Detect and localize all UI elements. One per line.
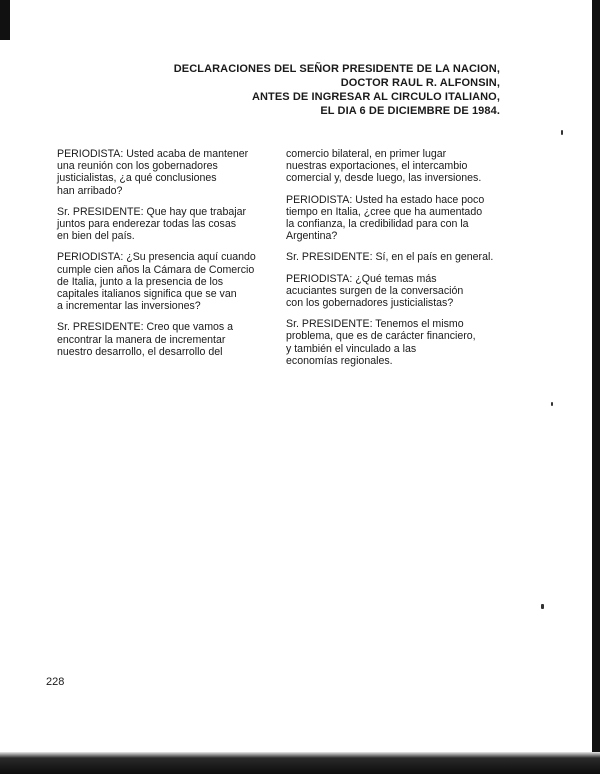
document-title — [140, 62, 500, 118]
scan-speck — [541, 604, 544, 609]
scan-speck — [561, 130, 563, 135]
paragraph: Sr. PRESIDENTE: Tenemos el mismo problema, que es de carácter financiero, y también el vinculado a las economías regionales. — [286, 318, 476, 367]
page-number: 228 — [46, 676, 65, 688]
scan-border-top-left — [0, 0, 10, 40]
paragraph: comercio bilateral, en primer lugar nuestras exportaciones, el intercambio comercial y, desde luego, las inversiones. — [286, 148, 482, 185]
title-line: ANTES DE INGRESAR AL CIRCULO ITALIANO, — [251, 91, 500, 103]
paragraph: PERIODISTA: Usted ha estado hace poco tiempo en Italia, ¿cree que ha aumentado la confianza, la credibilidad para con la Argentina? — [286, 193, 485, 243]
scan-speck — [551, 402, 553, 406]
scan-border-right — [592, 0, 600, 774]
left-column — [57, 148, 269, 367]
title-line: DECLARACIONES DEL SEÑOR PRESIDENTE DE LA NACION, — [173, 63, 500, 75]
paragraph: PERIODISTA: ¿Su presencia aquí cuando cumple cien años la Cámara de Comercio de Italia, junto a la presencia de los capitales italianos significa que se van a incrementar las inversiones? — [57, 251, 256, 313]
right-column — [286, 148, 506, 376]
scan-border-bottom — [0, 752, 600, 774]
paragraph: Sr. PRESIDENTE: Sí, en el país en general. — [286, 251, 494, 264]
paragraph: PERIODISTA: ¿Qué temas más acuciantes surgen de la conversación con los gobernadores justicialistas? — [286, 272, 464, 310]
paragraph: Sr. PRESIDENTE: Que hay que trabajar juntos para enderezar todas las cosas en bien del país. — [57, 205, 247, 243]
title-line: DOCTOR RAUL R. ALFONSIN, — [340, 77, 500, 89]
paragraph: PERIODISTA: Usted acaba de mantener una reunión con los gobernadores justicialistas, ¿a qué conclusiones han arribado? — [57, 148, 249, 197]
paragraph: Sr. PRESIDENTE: Creo que vamos a encontrar la manera de incrementar nuestro desarrollo, el desarrollo del — [57, 321, 234, 358]
title-line: EL DIA 6 DE DICIEMBRE DE 1984. — [320, 105, 500, 117]
